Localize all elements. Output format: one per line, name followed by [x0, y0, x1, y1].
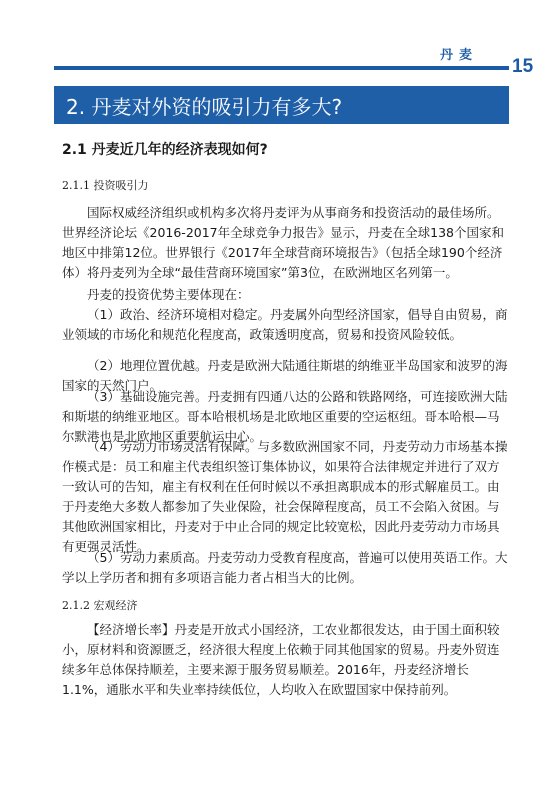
- paragraph-advantage-3: （3）基础设施完善。丹麦拥有四通八达的公路和铁路网络，可连接欧洲大陆和斯堪的纳维亚地区。哥本哈根机场是北欧地区重要的空运枢纽。哥本哈根—马尔默港也是北欧地区重要航运中心。: [62, 389, 508, 444]
- chapter-title-band: [54, 86, 509, 124]
- paragraph-advantage-5: （5）劳动力素质高。丹麦劳动力受教育程度高，普遍可以使用英语工作。大学以上学历者和拥有多项语言能力者占相当大的比例。: [62, 550, 508, 585]
- header-rule: [54, 66, 509, 70]
- paragraph-advantage-2: （2）地理位置优越。丹麦是欧洲大陆通往斯堪的纳维亚半岛国家和波罗的海国家的天然门户。: [62, 358, 508, 393]
- paragraph-intro: 国际权威经济组织或机构多次将丹麦评为从事商务和投资活动的最佳场所。世界经济论坛《2016-2017年全球竞争力报告》显示，丹麦在全球138个国家和地区中排第12位。世界银行《2017年全球营商环境报告》（包括全球190个经济体）将丹麦列为全球“最佳营商环境国家”第3位，在欧洲地区名列第一。: [62, 205, 504, 280]
- paragraph-advantage-1: （1）政治、经济环境相对稳定。丹麦属外向型经济国家，倡导自由贸易，商业领域的市场化和规范化程度高，政策透明度高，贸易和投资风险较低。: [62, 307, 508, 342]
- section-heading: 2.1 丹麦近几年的经济表现如何?: [62, 142, 268, 158]
- chapter-title: 2. 丹麦对外资的吸引力有多大?: [66, 95, 343, 119]
- paragraph-advantages-lead: 丹麦的投资优势主要体现在：: [87, 287, 250, 302]
- subsection-heading-macro: 2.1.2 宏观经济: [62, 599, 138, 612]
- page-number: 15: [512, 56, 534, 77]
- paragraph-advantage-4: （4）劳动力市场灵活有保障。与多数欧洲国家不同，丹麦劳动力市场基本操作模式是：员工和雇主代表组织签订集体协议，如果符合法律规定并进行了双方一致认可的告知，雇主有权利在任何时候以不承担离职成本的形式解雇员工。由于丹麦绝大多数人都参加了失业保险，社会保障程度高，员工不会陷入贫困。与其他欧洲国家相比，丹麦对于中止合同的规定比较宽松，因此丹麦劳动力市场具有更强灵活性。: [62, 439, 508, 554]
- running-header-country: 丹麦: [440, 48, 479, 63]
- subsection-heading-investment: 2.1.1 投资吸引力: [62, 179, 149, 192]
- paragraph-growth-rate: 【经济增长率】丹麦是开放式小国经济，工农业都很发达，由于国土面积较小，原材料和资源匮乏，经济很大程度上依赖于同其他国家的贸易。丹麦外贸连续多年总体保持顺差，主要来源于服务贸易顺差。2016年，丹麦经济增长1.1%，通胀水平和失业率持续低位，人均收入在欧盟国家中保持前列。: [62, 622, 500, 697]
